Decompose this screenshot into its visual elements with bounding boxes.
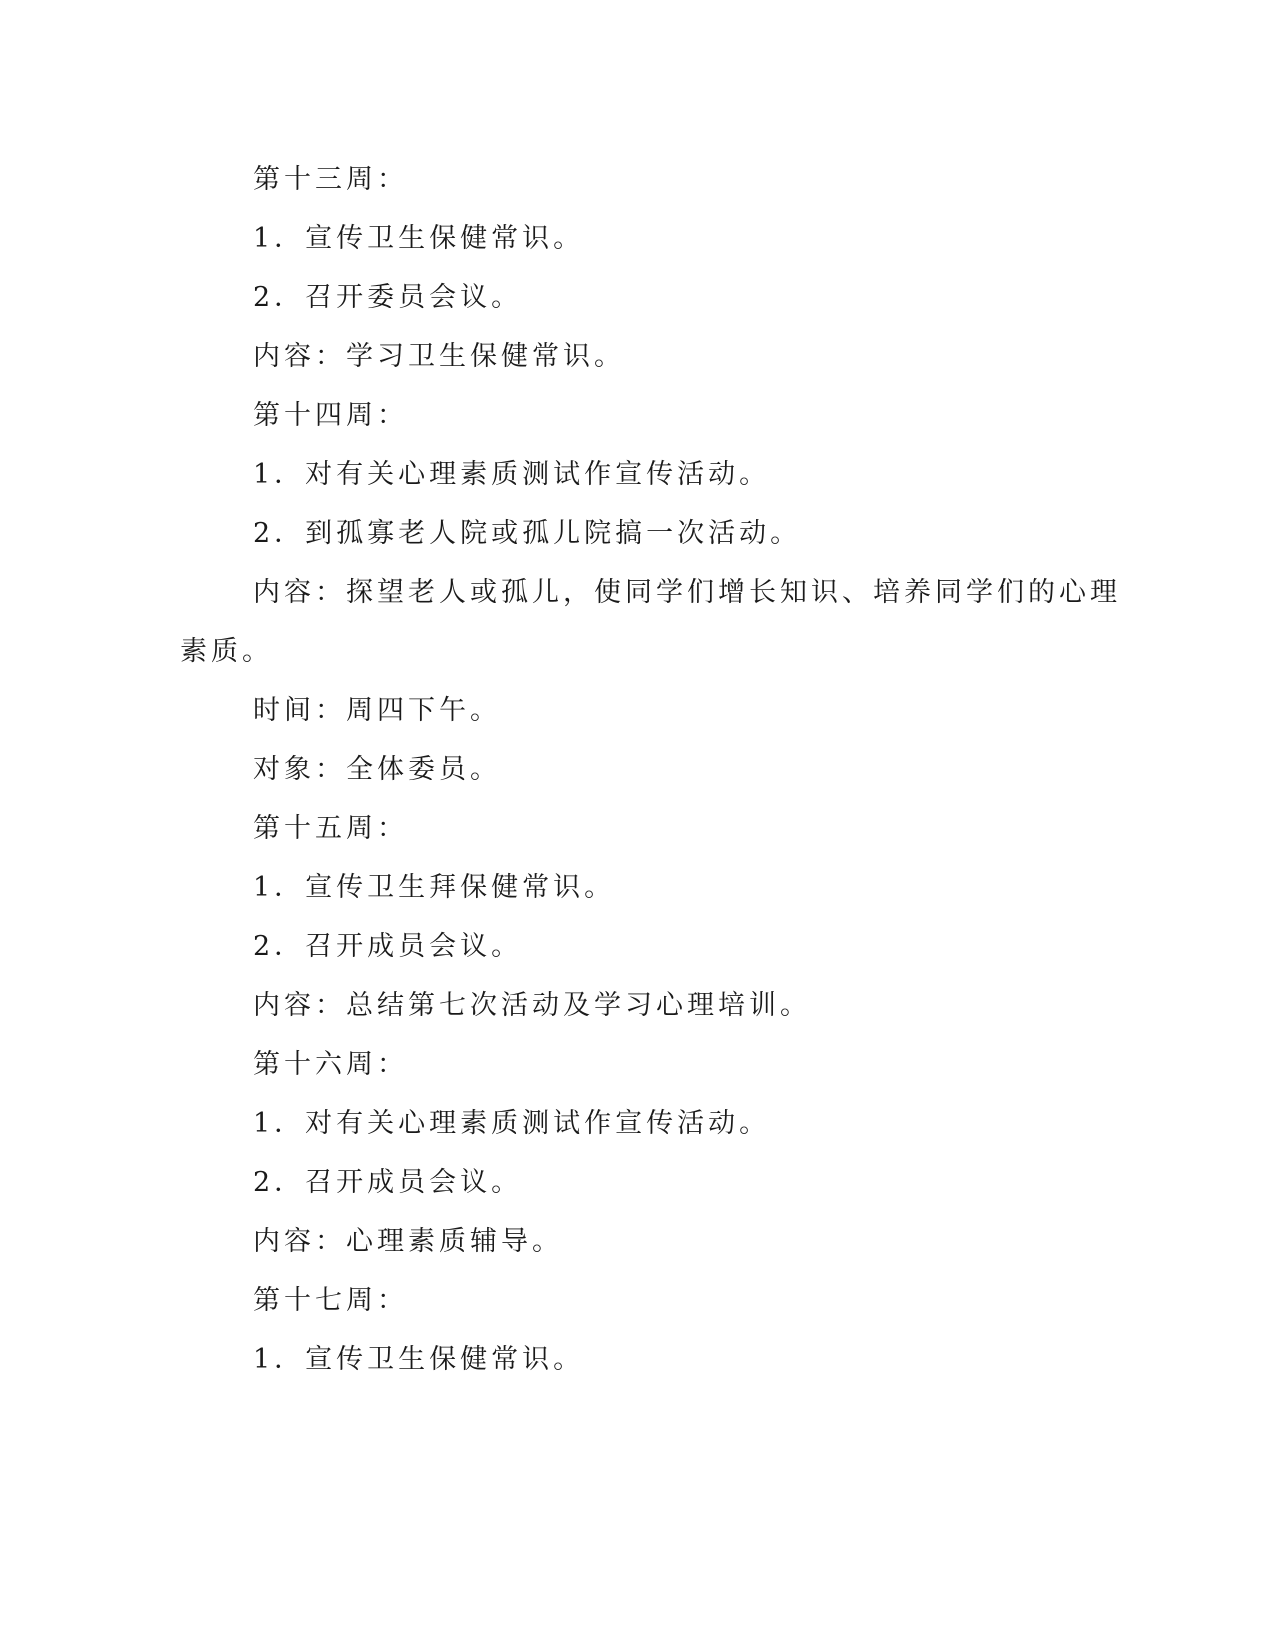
week-13-item-1: 1．宣传卫生保健常识。 [253,223,585,254]
week-15-content: 内容：总结第七次活动及学习心理培训。 [253,990,811,1021]
week-14-heading: 第十四周： [253,400,408,431]
week-16-item-2: 2．召开成员会议。 [253,1167,523,1198]
week-17-heading: 第十七周： [253,1285,408,1316]
week-13-item-2: 2．召开委员会议。 [253,282,523,313]
week-15-heading: 第十五周： [253,813,408,844]
week-15-item-2: 2．召开成员会议。 [253,931,523,962]
week-16-heading: 第十六周： [253,1049,408,1080]
week-14-content: 内容：探望老人或孤儿，使同学们增长知识、培养同学们的心理 [253,577,1121,608]
week-14-item-1: 1．对有关心理素质测试作宣传活动。 [253,459,771,490]
week-16-content: 内容：心理素质辅导。 [253,1226,563,1257]
week-16-item-1: 1．对有关心理素质测试作宣传活动。 [253,1108,771,1139]
week-13-content: 内容：学习卫生保健常识。 [253,341,625,372]
week-17-item-1: 1．宣传卫生保健常识。 [253,1344,585,1375]
week-15-item-1: 1．宣传卫生拜保健常识。 [253,872,616,903]
week-14-content-continued: 素质。 [180,636,273,667]
week-14-audience: 对象：全体委员。 [253,754,501,785]
week-14-item-2: 2．到孤寡老人院或孤儿院搞一次活动。 [253,518,802,549]
document-body [180,150,1121,1389]
week-13-heading: 第十三周： [253,164,408,195]
week-14-time: 时间：周四下午。 [253,695,501,726]
